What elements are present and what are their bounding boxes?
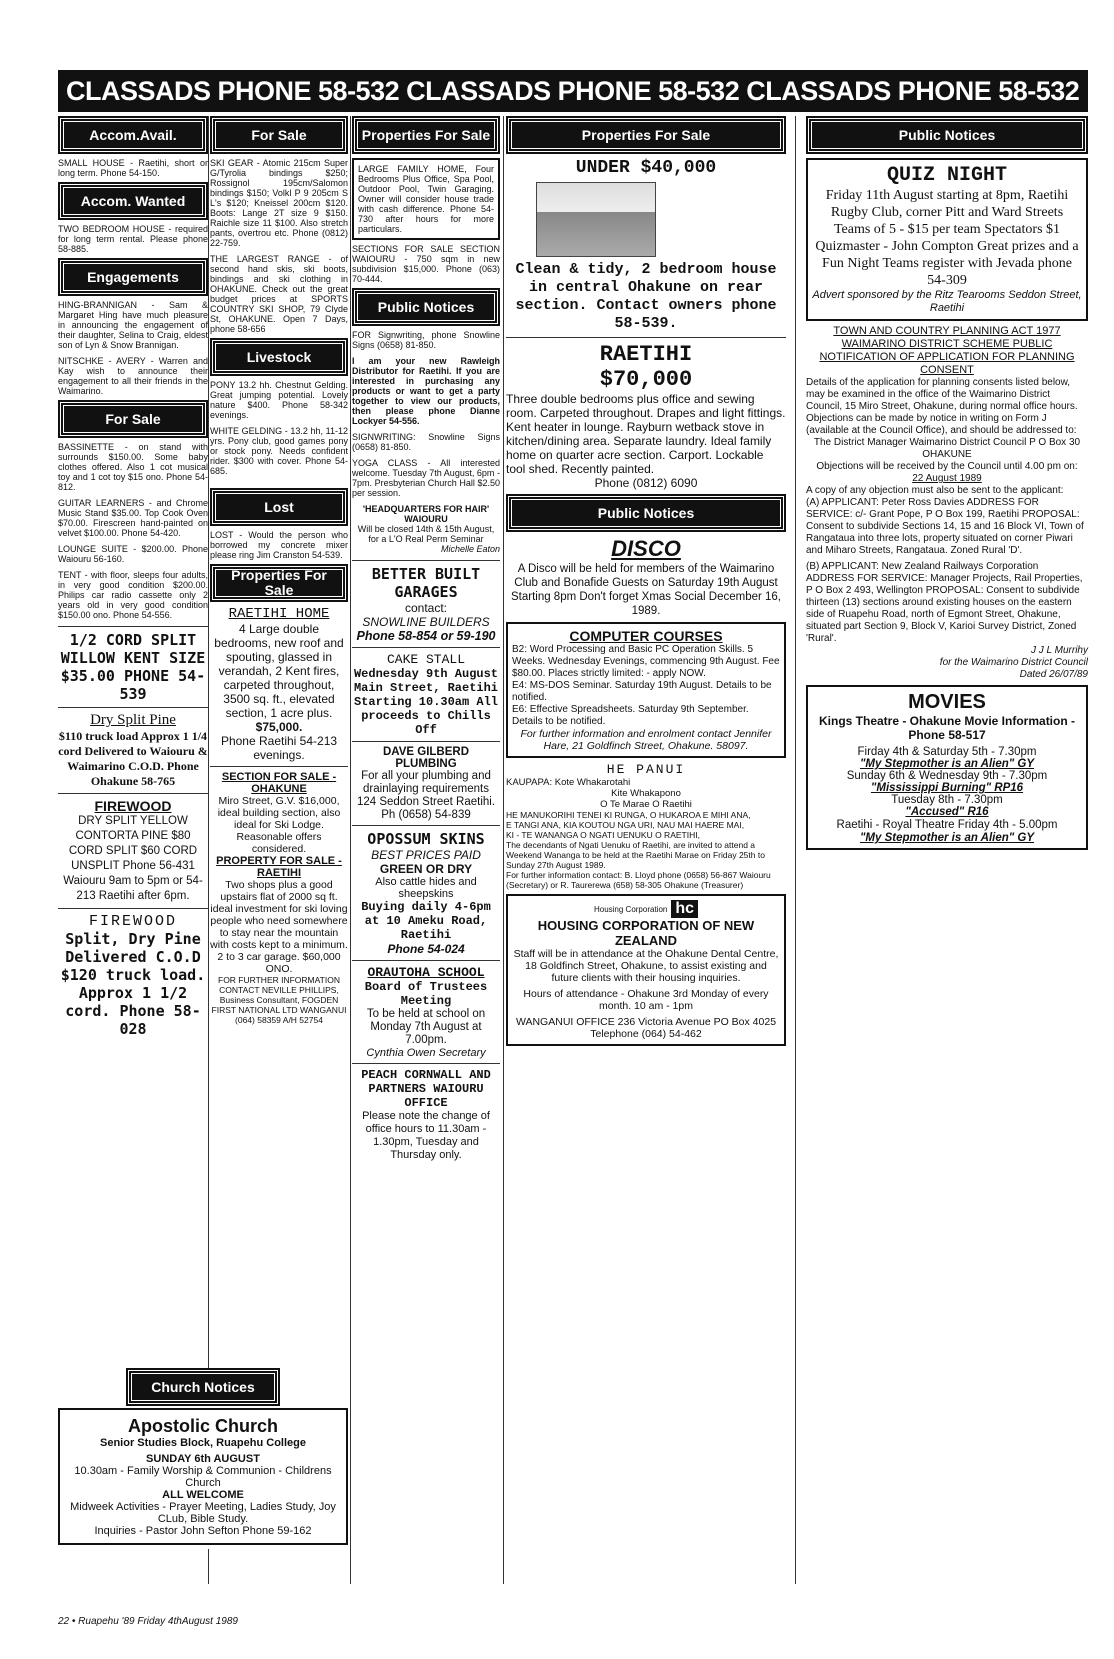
header-lost: Lost (212, 490, 346, 524)
orautoha-body: To be held at school on Monday 7th August at 7.00pm. (366, 1008, 486, 1046)
planning-a: (A) APPLICANT: Peter Ross Davies ADDRESS FOR SERVICE: c/- Grant Pope, P O Box 199, Raetihi PROPOSAL: Consent to subdivide Sections 14, 15 and 16 Block VI, Town of Rangataua into three lots, property situated on corner Piwari and Miharo Streets, Rangataua. Zoned Rural 'D'. (806, 497, 1084, 556)
planning-copy: A copy of any objection must also be sent to the applicant: (806, 485, 1064, 496)
garages-name: SNOWLINE BUILDERS (362, 615, 490, 629)
movies-l1: Firday 4th & Saturday 5th - 7.30pm (857, 746, 1037, 758)
hc-icon: hc (671, 900, 698, 918)
header-livestock: Livestock (212, 340, 346, 374)
raetihi-home-price: $75,000. (255, 720, 303, 734)
plumbing-body: For all your plumbing and drainlaying requirements 124 Seddon Street Raetihi. (356, 770, 496, 808)
planning-p1: Details of the application for planning consents listed below, may be examined in the office of the Waimarino District Council, 15 Miro Street, Ohakune, during normal office hours. Objections can be made by notice in writing on Form J (available at the Council Office), and should be addressed to: (806, 377, 1078, 436)
column-1 (58, 116, 208, 1569)
page-footer: 22 • Ruapehu '89 Friday 4thAugust 1989 (58, 1616, 238, 1627)
firewood2-title: FIREWOOD (88, 913, 177, 930)
raetihi-price: $70,000 (599, 367, 693, 392)
classified-ad: BASSINETTE - on stand with surrounds $150.00. Some baby clothes offered. Also 1 cot musical toy and 1 cot toy $15 ono. Phone 54-812. (58, 442, 208, 492)
hq-body: Will be closed 14th & 15th August, for a L'O Real Perm Seminar (357, 524, 495, 544)
movies-t1: "My Stepmother is an Alien" GY (859, 758, 1035, 770)
header-church-notices: Church Notices (128, 1370, 278, 1404)
computer-courses-box (506, 622, 786, 758)
classified-ad: FOR Signwriting, phone Snowline Signs (0658) 81-850. (352, 330, 500, 350)
computer-title: COMPUTER COURSES (569, 628, 723, 644)
opossum-best: BEST PRICES PAID (371, 848, 481, 862)
classified-ad: LOST - Would the person who borrowed my concrete mixer please ring Jim Cranston 54-539. (210, 530, 348, 560)
firewood-body: DRY SPLIT YELLOW CONTORTA PINE $80 CORD SPLIT $60 CORD UNSPLIT Phone 56-431 Waiouru 9am to 5pm or 54-213 Raetihi after 6pm. (63, 815, 203, 902)
header-properties: Properties For Sale (354, 118, 498, 152)
church-day: SUNDAY 6th AUGUST (146, 1453, 260, 1465)
header-public-notices: Public Notices (508, 496, 784, 530)
header-for-sale: For Sale (212, 118, 346, 152)
classified-ad: I am your new Rawleigh Distributor for Raetihi. If you are interested in purchasing any products or want to get a party together to view our products, then please phone Dianne Lockyer 54-556. (352, 356, 500, 426)
planning-dated: Dated 26/07/89 (1019, 669, 1088, 680)
cake-title: CAKE STALL (386, 652, 465, 667)
computer-b2: B2: Word Processing and Basic PC Operation Skills. 5 Weeks. Wednesday Evenings, commencing 9th August. Fee $80.00. Places strictly limited: - apply NOW. (512, 644, 780, 679)
cake-body: Wednesday 9th August Main Street, Raetihi Starting 10.30am All proceeds to Chills Off (353, 667, 499, 737)
raetihi-body: Three double bedrooms plus office and sewing room. Carpeted throughout. Drapes and light fittings. Kent heater in lounge. Rayburn wetback stove in kitchen/dining area. Separate laundry. Ideal family home on quarter acre section. Carport. Lockable tool shed. Recently painted. (506, 392, 786, 476)
movies-sub: Kings Theatre - Ohakune Movie Information - Phone 58-517 (818, 714, 1076, 742)
he-panui-title: HE PANUI (606, 762, 686, 777)
computer-e6: E6: Effective Spreadsheets. Saturday 9th September. Details to be notified. (512, 704, 749, 727)
raetihi-phone: Phone (0812) 6090 (594, 476, 698, 490)
movies-l4: Raetihi - Royal Theatre Friday 4th - 5.00pm (836, 819, 1058, 831)
he-panui-kaupapa: KAUPAPA: Kote Whakarotahi (506, 777, 631, 788)
banner-text: CLASSADS PHONE 58-532 CLASSADS PHONE 58-532 CLASSADS PHONE 58-532 (66, 75, 1080, 106)
plumbing-title: DAVE GILBERD PLUMBING (382, 746, 470, 770)
housing-office: WANGANUI OFFICE 236 Victoria Avenue PO Box 4025 Telephone (064) 54-462 (515, 1016, 777, 1040)
planning-b: (B) APPLICANT: New Zealand Railways Corporation ADDRESS FOR SERVICE: Manager Projects, Rail Properties, P O Box 2 493, Wellington PROPOSAL: Consent to subdivide thirteen (13) sections around existing houses on the eastern side of Ruapehu Road, north of Egmont Street, Ohakune, situated part Section 9, Block V, Karioi Survey District, Zoned 'Rural'. (806, 561, 1083, 644)
he-panui-l5: KI - TE WANANGA O NGATI UENUKU O RAETIHI, (506, 830, 700, 840)
header-accom-avail: Accom.Avail. (60, 118, 206, 152)
clean-tidy: Clean & tidy, 2 bedroom house in central Ohakune on rear section. Contact owners phone 58-539. (515, 261, 777, 332)
header-public-notices: Public Notices (354, 290, 498, 324)
church-title: Apostolic Church (127, 1416, 278, 1436)
column-4 (506, 116, 786, 1569)
disco-body: A Disco will be held for members of the Waimarino Club and Bonafide Guests on Saturday 19th August Starting 8pm Don't forget Xmas Social December 16, 1989. (510, 563, 781, 617)
movies-box (806, 685, 1088, 850)
planning-for: for the Waimarino District Council (939, 657, 1088, 668)
movies-l3: Tuesday 8th - 7.30pm (891, 794, 1003, 806)
classified-ad: THE LARGEST RANGE - of second hand skis, ski boots, bindings and ski clothing in OHAKUNE. Check out the great budget prices at SPORTS COUNTRY SKI SHOP, 79 Clyde St, OHAKUNE. Open 7 Days, phone 58-656 (210, 254, 348, 334)
peach-title: PEACH CORNWALL AND PARTNERS WAIOURU OFFICE (361, 1068, 491, 1110)
peach-body: Please note the change of office hours to 11.30am - 1.30pm, Tuesday and Thursday only. (362, 1110, 490, 1161)
property-body: Two shops plus a good upstairs flat of 2000 sq ft. ideal investment for ski loving people who need somewhere to stay near the mountain with costs kept to a minimum. 2 to 3 car garage. $60,000 ONO. (210, 879, 348, 975)
orautoha-title: ORAUTOHA SCHOOL (367, 965, 485, 980)
opossum-phone: Phone 54-024 (387, 942, 465, 956)
firewood-title: FIREWOOD (94, 798, 172, 814)
disco-title: DISCO (611, 536, 681, 561)
planning-title: TOWN AND COUNTRY PLANNING ACT 1977 WAIMARINO DISTRICT SCHEME PUBLIC NOTIFICATION OF APPLICATION FOR PLANNING CONSENT (819, 325, 1075, 376)
church-time: 10.30am - Family Worship & Communion - Childrens Church (74, 1465, 332, 1489)
computer-info: For further information and enrolment contact Jennifer Hare, 21 Goldfinch Street, Ohakune. 58097. (520, 728, 772, 752)
computer-e4: E4: MS-DOS Seminar. Saturday 19th August. Details to be notified. (512, 680, 772, 703)
garages-contact: contact: (404, 601, 448, 615)
church-sub: Senior Studies Block, Ruapehu College (100, 1437, 306, 1449)
classified-ad: WHITE GELDING - 13.2 hh, 11-12 yrs. Pony club, good games pony or stock pony. Needs confident rider. $300 with cover. Phone 54-685. (210, 426, 348, 476)
column-5 (806, 116, 1088, 1569)
planning-addr: The District Manager Waimarino District Council P O Box 30 OHAKUNE (813, 437, 1081, 460)
housing-body: Staff will be in attendance at the Ohakune Dental Centre, 18 Goldfinch Street, Ohakune, to assist existing and future clients with their housing inquiries. (513, 948, 779, 984)
opossum-body: GREEN OR DRY (379, 862, 473, 876)
dry-pine-title: Dry Split Pine (90, 712, 176, 728)
movies-t3: "Accused" R16 (905, 806, 989, 818)
church-notice (58, 1370, 348, 1549)
header-for-sale: For Sale (60, 402, 206, 436)
movies-t2: "Mississippi Burning" RP16 (870, 782, 1024, 794)
classified-ad: GUITAR LEARNERS - and Chrome Music Stand $35.00. Top Cook Oven $70.00. Firescreen hand-painted on velvet $100.00. Phone 54-420. (58, 498, 208, 538)
he-panui-l3: HE MANUKORIHI TENEI KI RUNGA, O HUKAROA E MIHI ANA, (506, 810, 751, 820)
willow-ad: 1/2 CORD SPLIT WILLOW KENT SIZE $35.00 PHONE 54-539 (60, 631, 206, 703)
opossum-also: Also cattle hides and sheepskins (375, 876, 477, 900)
column-3 (352, 116, 500, 1569)
quiz-box (806, 158, 1088, 321)
he-panui-l1: Kite Whakapono (611, 788, 681, 799)
planning-obj: Objections will be received by the Council until 4.00 pm on: (816, 461, 1078, 472)
column-2 (210, 116, 348, 1569)
quiz-sponsor: Advert sponsored by the Ritz Tearooms Seddon Street, Raetihi (812, 289, 1082, 314)
garages-title: BETTER BUILT GARAGES (371, 565, 481, 601)
orautoha-sub: Board of Trustees Meeting (364, 980, 488, 1008)
section-title: SECTION FOR SALE - OHAKUNE (221, 771, 337, 795)
classads-banner (58, 70, 1088, 112)
opossum-title: OPOSSUM SKINS (367, 830, 485, 848)
raetihi-home-phone: Phone Raetihi 54-213 evenings. (220, 734, 338, 762)
header-properties: Properties For Sale (212, 566, 346, 600)
church-mid: Midweek Activities - Prayer Meeting, Ladies Study, Joy CLub, Bible Study. (70, 1501, 336, 1525)
classified-ad: HING-BRANNIGAN - Sam & Margaret Hing have much pleasure in announcing the engagement of their daughter, Selina to Craig, eldest son of Lyn & Snow Brannigan. (58, 300, 208, 350)
classified-ad: TENT - with floor, sleeps four adults, in very good condition $200.00. Philips car radio cassette only 2 years old in very good condition $150.00 ono. Phone 54-556. (58, 570, 208, 620)
housing-box (506, 894, 786, 1046)
housing-hours: Hours of attendance - Ohakune 3rd Monday of every month. 10 am - 1pm (523, 988, 769, 1012)
he-panui-l4: E TANGI ANA, KIA KOUTOU NGA URI, NAU MAI HAERE MAI, (506, 820, 745, 830)
church-welcome: ALL WELCOME (162, 1489, 244, 1501)
raetihi-title: RAETIHI (599, 342, 693, 367)
raetihi-home-title: RAETIHI HOME (228, 606, 330, 622)
church-inq: Inquiries - Pastor John Sefton Phone 59-162 (94, 1525, 312, 1537)
property-title: PROPERTY FOR SALE - RAETIHI (216, 855, 342, 879)
classified-ad: SMALL HOUSE - Raetihi, short or long term. Phone 54-150. (58, 158, 208, 178)
movies-title: MOVIES (908, 691, 986, 713)
dry-pine-body: $110 truck load Approx 1 1/4 cord Delivered to Waiouru & Waimarino C.O.D. Phone Ohakune 58-765 (58, 729, 208, 788)
housing-logo-text: Housing Corporation (593, 904, 668, 914)
plumbing-phone: Ph (0658) 54-839 (381, 809, 471, 821)
firewood2-body: Split, Dry Pine Delivered C.O.D $120 truck load. Approx 1 1/2 cord. Phone 58-028 (60, 930, 206, 1038)
hq-signature: Michelle Eaton (440, 544, 500, 554)
header-properties: Properties For Sale (508, 118, 784, 152)
classified-ad: NITSCHKE - AVERY - Warren and Kay wish to announce their engagement to all their friends in the Waimarino. (58, 356, 208, 396)
movies-l2: Sunday 6th & Wednesday 9th - 7.30pm (846, 770, 1048, 782)
classified-ad: YOGA CLASS - All interested welcome. Tuesday 7th August, 6pm - 7pm. Presbyterian Church Hall $2.50 per session. (352, 458, 500, 498)
movies-t4: "My Stepmother is an Alien" GY (859, 832, 1035, 844)
quiz-body: Friday 11th August starting at 8pm, Raetihi Rugby Club, corner Pitt and Ward Streets Teams of 5 - $15 per team Spectators $1 Quizmaster - John Compton Great prizes and a Fun Night Teams register with Jevada phone 54-309 (815, 188, 1079, 288)
housing-title: HOUSING CORPORATION OF NEW ZEALAND (537, 918, 755, 948)
classified-ad: SIGNWRITING: Snowline Signs (0658) 81-850. (352, 432, 500, 452)
opossum-buy: Buying daily 4-6pm at 10 Ameku Road, Raetihi (361, 900, 491, 942)
header-public-notices: Public Notices (808, 118, 1086, 152)
garages-phone: Phone 58-854 or 59-190 (356, 629, 496, 643)
housing-logo (512, 900, 780, 918)
he-panui-l2: O Te Marae O Raetihi (600, 799, 692, 810)
header-accom-wanted: Accom. Wanted (60, 184, 206, 218)
raetihi-home-body: 4 Large double bedrooms, new roof and spouting, glassed in verandah, 2 Kent fires, carpeted throughout, 3500 sq. ft., elevated section, 1 acre plus. (214, 622, 344, 720)
classified-ad: SKI GEAR - Atomic 215cm Super G/Tyrolia bindings $250; Rossignol 195cm/Salomon bindings $150; Volkl P 9 205cm S L's $120; Kneissel 200cm $120. Boots: Lange 2T size 9 $150. Raichle size 11 $100. Also stretch pants, overtrou etc. Phone (0812) 22-759. (210, 158, 348, 248)
planning-date: 22 August 1989 (912, 473, 982, 484)
header-engagements: Engagements (60, 260, 206, 294)
classified-ad: LARGE FAMILY HOME, Four Bedrooms Plus Office, Spa Pool, Outdoor Pool, Twin Garaging. Owner will consider house trade with cash difference. Phone 54-730 after hours for more particulars. (352, 158, 500, 240)
orautoha-sig: Cynthia Owen Secretary (366, 1047, 486, 1059)
classified-ad: LOUNGE SUITE - $200.00. Phone Waiouru 56-160. (58, 544, 208, 564)
classified-ad: TWO BEDROOM HOUSE - required for long term rental. Please phone 58-885. (58, 224, 208, 254)
property-contact: FOR FURTHER INFORMATION CONTACT NEVILLE PHILLIPS, Business Consultant, FOGDEN FIRST NATIONAL LTD WANGANUI (064) 58359 A/H 52754 (211, 975, 347, 1025)
section-body: Miro Street, G.V. $16,000, ideal building section, also ideal for Ski Lodge. Reasonable offers considered. (217, 795, 341, 855)
hq-title: 'HEADQUARTERS FOR HAIR' WAIOURU (362, 504, 490, 524)
quiz-title: QUIZ NIGHT (886, 164, 1008, 187)
he-panui-l7: For further information contact: B. Lloyd phone (0658) 56-867 Waiouru (Secretary) or R. Taurerewa (658) 58-305 Ohakune (Treasurer) (506, 870, 771, 890)
under-40k: UNDER $40,000 (575, 158, 717, 178)
he-panui-l6: The decendants of Ngati Uenuku of Raetihi, are invited to attend a Weekend Wananga to be held at the Raetihi Marae on Friday 25th to Sunday 27th August 1989. (506, 840, 765, 870)
planning-sig: J J L Murrihy (1030, 645, 1088, 656)
classified-ad: PONY 13.2 hh. Chestnut Gelding. Great jumping potential. Lovely nature $400. Phone 58-342 evenings. (210, 380, 348, 420)
classified-ad: SECTIONS FOR SALE SECTION WAIOURU - 750 sqm in new subdivision $15,000. Phone (063) 70-444. (352, 244, 500, 284)
house-photo (536, 182, 656, 257)
